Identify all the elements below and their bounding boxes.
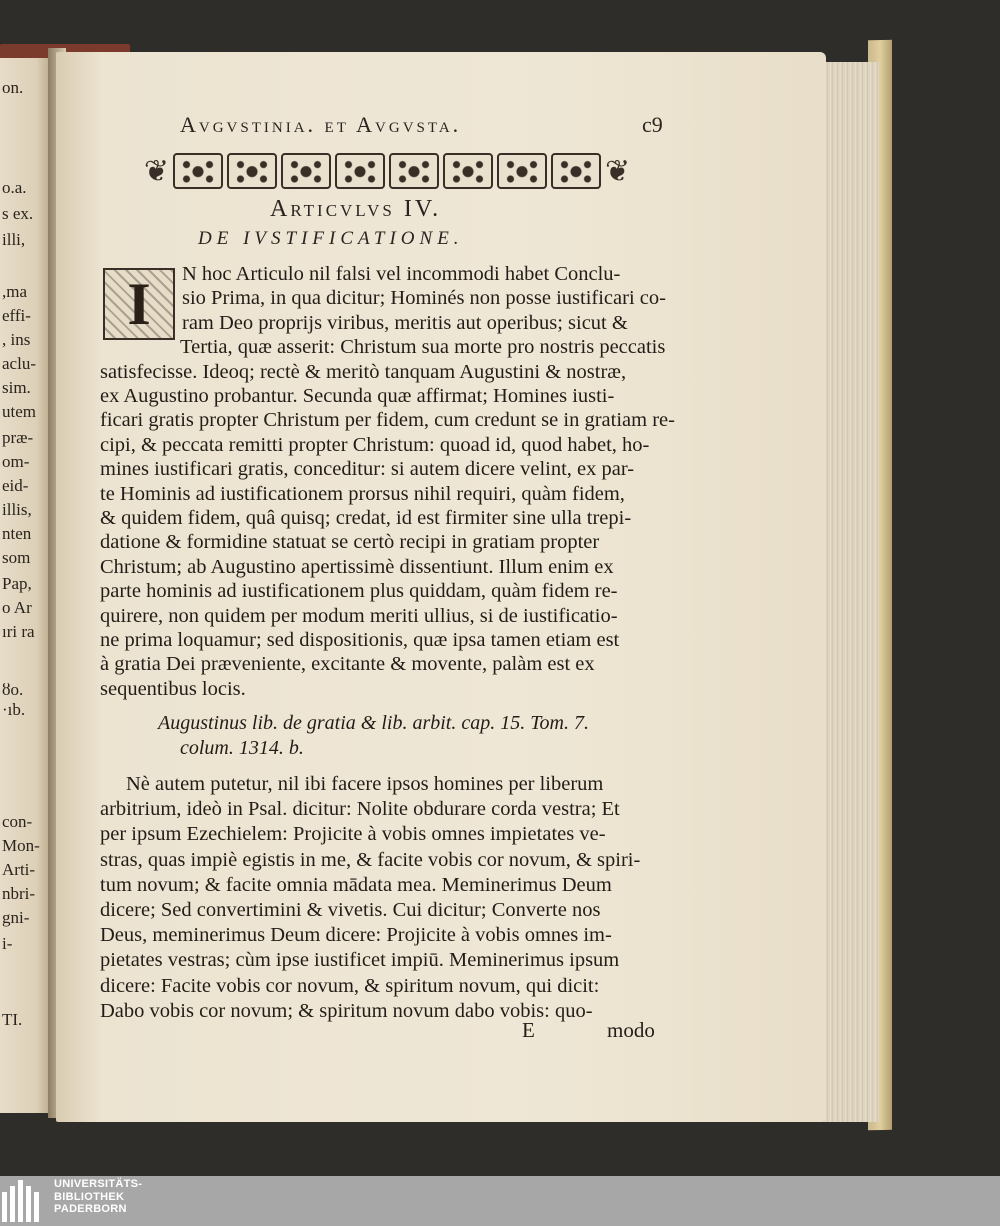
left-page-margin — [0, 58, 52, 1113]
text-line: per ipsum Ezechielem: Projicite à vobis omnes impietates ve- — [100, 823, 606, 846]
ornament-tile-icon — [173, 153, 223, 189]
left-margin-fragment: , ins — [2, 330, 31, 349]
text-line: Christum; ab Augustino apertissimè dissentiunt. Illum enim ex — [100, 555, 614, 578]
left-margin-fragment: i- — [2, 934, 13, 953]
drop-cap: I — [103, 268, 175, 340]
left-margin-fragment: nten — [2, 524, 32, 543]
text-line: à gratia Dei præveniente, excitante & movente, palàm est ex — [100, 653, 595, 676]
left-margin-fragment: ȣo. — [2, 680, 24, 699]
left-margin-fragment: ıri ra — [2, 622, 35, 641]
ornament-end-icon: ❦ — [605, 154, 631, 188]
ornament-tile-icon — [227, 153, 277, 189]
reference-line-2: colum. 1314. b. — [180, 737, 304, 759]
left-margin-fragment: illis, — [2, 500, 32, 519]
left-margin-fragment: om- — [2, 452, 30, 471]
left-margin-fragment: on. — [2, 78, 24, 97]
text-line: Deus, meminerimus Deum dicere: Projicite à vobis omnes im- — [100, 924, 612, 947]
text-line: arbitrium, ideò in Psal. dicitur: Nolite obdurare corda vestra; Et — [100, 798, 620, 821]
text-line: dicere; Sed convertimini & vivetis. Cui dicitur; Converte nos — [100, 899, 601, 921]
text-line: cipi, & peccata remitti propter Christum: quoad id, quod habet, ho- — [100, 433, 650, 456]
left-margin-fragment: TI. — [2, 1010, 23, 1029]
left-margin-fragment: ,ma — [2, 282, 28, 301]
library-name — [54, 1178, 142, 1216]
library-name-line-1: UNIVERSITÄTS- — [54, 1178, 143, 1190]
reference-line-1: Augustinus lib. de gratia & lib. arbit. cap. 15. Tom. 7. — [158, 712, 589, 734]
left-margin-fragment: effi- — [2, 306, 31, 325]
text-line: Nè autem putetur, nil ibi facere ipsos homines per liberum — [126, 773, 604, 795]
left-margin-fragment: aclu- — [2, 354, 36, 373]
text-line: stras, quas impiè egistis in me, & facite vobis cor novum, & spiri- — [100, 848, 641, 871]
text-line: ram Deo proprijs viribus, meritis aut operibus; sicut & — [182, 311, 628, 334]
text-line: Tertia, quæ asserit: Christum sua morte pro nostris peccatis — [180, 336, 666, 359]
text-line: & quidem fidem, quâ quisq; credat, id est firmiter sine ulla trepi- — [100, 507, 632, 529]
text-line: N hoc Articulo nil falsi vel incommodi habet Conclu- — [182, 263, 621, 285]
library-footer — [0, 1176, 1000, 1226]
text-line: te Hominis ad iustificationem prorsus nihil requiri, quàm fidem, — [100, 482, 625, 505]
text-line: datione & formidine statuat se certò recipi in gratiam propter — [100, 531, 600, 554]
text-line: mines iustificari gratis, conceditur: si autem dicere velint, ex par- — [100, 458, 635, 481]
page-edges — [818, 62, 879, 1122]
left-margin-fragment: sim. — [2, 378, 31, 397]
left-margin-fragment: Mon- — [2, 836, 40, 855]
text-line: quirere, non quidem per modum meriti ullius, si de iustificatio- — [100, 604, 618, 627]
catchword: modo — [607, 1018, 655, 1042]
ornament-tile-icon — [281, 153, 331, 189]
folio-number: c9 — [642, 112, 663, 137]
article-title: Articvlvs IV. — [270, 196, 442, 222]
text-line: sio Prima, in qua dicitur; Hominés non posse iustificari co- — [182, 287, 666, 310]
left-margin-fragment: con- — [2, 812, 33, 831]
text-line: ficari gratis propter Christum per fidem, cum credunt se in gratiam re- — [100, 409, 675, 432]
library-name-line-3: PADERBORN — [54, 1203, 127, 1215]
left-margin-fragment: utem — [2, 402, 36, 421]
text-line: ne prima loquamur; sed dispositionis, quæ ipsa tamen etiam est — [100, 629, 620, 651]
text-line: Dabo vobis cor novum; & spiritum novum dabo vobis: quo- — [100, 999, 593, 1022]
left-margin-fragment: o.a. — [2, 178, 27, 197]
text-line: dicere: Facite vobis cor novum, & spiritum novum, qui dicit: — [100, 974, 600, 997]
library-name-line-2: BIBLIOTHEK — [54, 1190, 125, 1203]
article-subtitle: DE IVSTIFICATIONE. — [198, 228, 464, 249]
library-logo-icon — [2, 1180, 48, 1222]
text-line: satisfecisse. Ideoq; rectè & meritò tanquam Augustini & nostræ, — [100, 360, 627, 383]
signature-mark: E — [522, 1018, 535, 1042]
left-margin-fragment: præ- — [2, 428, 34, 447]
ornament-tile-icon — [389, 153, 439, 189]
left-margin-fragment: illi, — [2, 230, 26, 249]
ornament-tile-icon — [335, 153, 385, 189]
left-margin-fragment: eid- — [2, 476, 29, 495]
left-margin-fragment: gni- — [2, 908, 30, 927]
left-margin-fragment: ·ıb. — [2, 700, 26, 719]
left-margin-fragment: o Ar — [2, 598, 32, 617]
running-title: Avgvstinia. et Avgvsta. — [180, 112, 462, 137]
ornament-band-icon — [112, 150, 662, 192]
ornament-end-icon: ❦ — [143, 154, 169, 188]
left-margin-fragment: Arti- — [2, 860, 36, 879]
left-margin-fragment: Pap, — [2, 574, 32, 593]
ornament-tile-icon — [443, 153, 493, 189]
left-margin-fragment: nbri- — [2, 884, 36, 903]
text-line: tum novum; & facite omnia mādata mea. Meminerimus Deum — [100, 873, 612, 896]
ornament-tile-icon — [551, 153, 601, 189]
text-line: pietates vestras; cùm ipse iustificet impiū. Meminerimus ipsum — [100, 949, 620, 972]
text-line: ex Augustino probantur. Secunda quæ affirmat; Homines iusti- — [100, 385, 615, 407]
ornament-tile-icon — [497, 153, 547, 189]
left-margin-fragment: som — [2, 548, 31, 567]
text-line: parte hominis ad iustificationem plus quiddam, quàm fidem re- — [100, 580, 618, 603]
left-margin-fragment: s ex. — [2, 204, 34, 223]
text-line: sequentibus locis. — [100, 677, 246, 700]
